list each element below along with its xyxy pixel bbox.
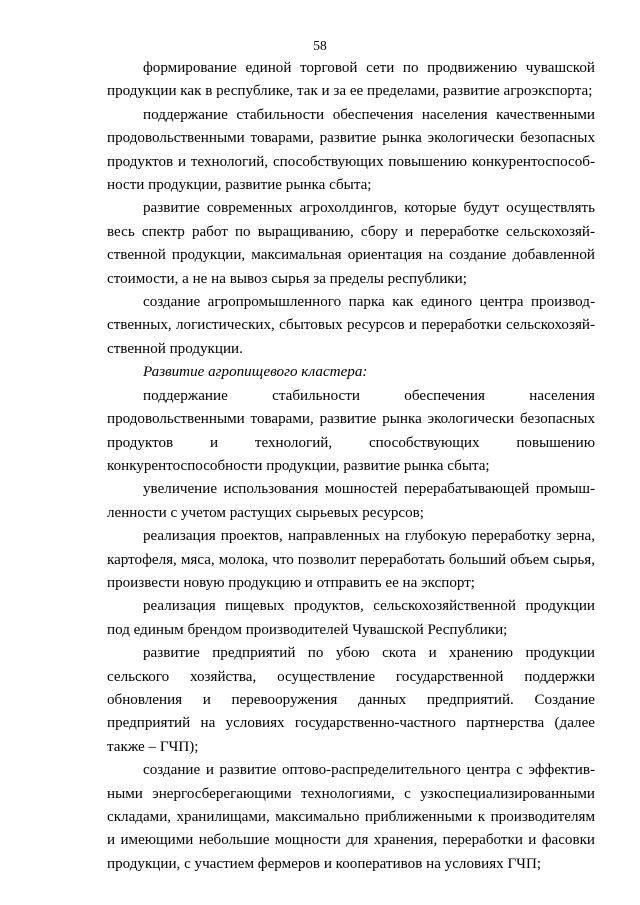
paragraph: поддержание стабильности обеспечения населения продовольственными товарами, развитие рынка экологически безопасных продуктов и технологий, способствующих повышению конкурентоспособности продукции, развитие рынка сбыта; — [107, 387, 595, 474]
document-body — [107, 57, 595, 876]
paragraph: создание агропромышленного парка как единого центра производственных, логистических, сбытовых ресурсов и переработки сельскохозяйственной продукции. — [107, 294, 595, 357]
paragraph: реализация проектов, направленных на глубокую переработку зерна, картофеля, мяса, молока, что позволит переработать больший объем сырья, произвести новую продукцию и отправить ее на экспорт; — [107, 528, 595, 591]
paragraph: поддержание стабильности обеспечения населения качественными продовольственными товарами, развитие рынка экологически безопасных продуктов и технологий, способствующих повышению конкурентоспособности продукции, развитие рынка сбыта; — [107, 106, 595, 194]
paragraph: формирование единой торговой сети по продвижению чувашской продукции как в республике, так и за ее пределами, развитие агроэкспорта; — [107, 60, 595, 100]
paragraph: развитие современных агрохолдингов, которые будут осуществлять весь спектр работ по выращиванию, сбору и переработке сельскохозяйственной продукции, максимальная ориентация на создание добавленной стоимости, а не на вывоз сырья за пределы республики; — [107, 200, 595, 287]
paragraph: реализация пищевых продуктов, сельскохозяйственной продукции под единым брендом производителей Чувашской Республики; — [107, 598, 595, 638]
paragraph: создание и развитие оптово-распределительного центра с эффективными энергосберегающими технологиями, с узкоспециализированными складами, хранилищами, максимально приближенными к производителям и имеющими небольшие мощности для хранения, переработки и фасовки продукции, с участием фермеров и кооперативов на условиях ГЧП; — [107, 762, 595, 872]
paragraph: развитие предприятий по убою скота и хранению продукции сельского хозяйства, осуществление государственной поддержки обновления и перевооружения данных предприятий. Создание предприятий на условиях государственно-частного партнерства (далее также – ГЧП); — [107, 645, 595, 755]
paragraph: увеличение использования мошностей перерабатывающей промышленности с учетом растущих сырьевых ресурсов; — [107, 481, 595, 521]
page-number: 58 — [313, 38, 327, 53]
section-heading: Развитие агропищевого кластера: — [143, 364, 368, 381]
